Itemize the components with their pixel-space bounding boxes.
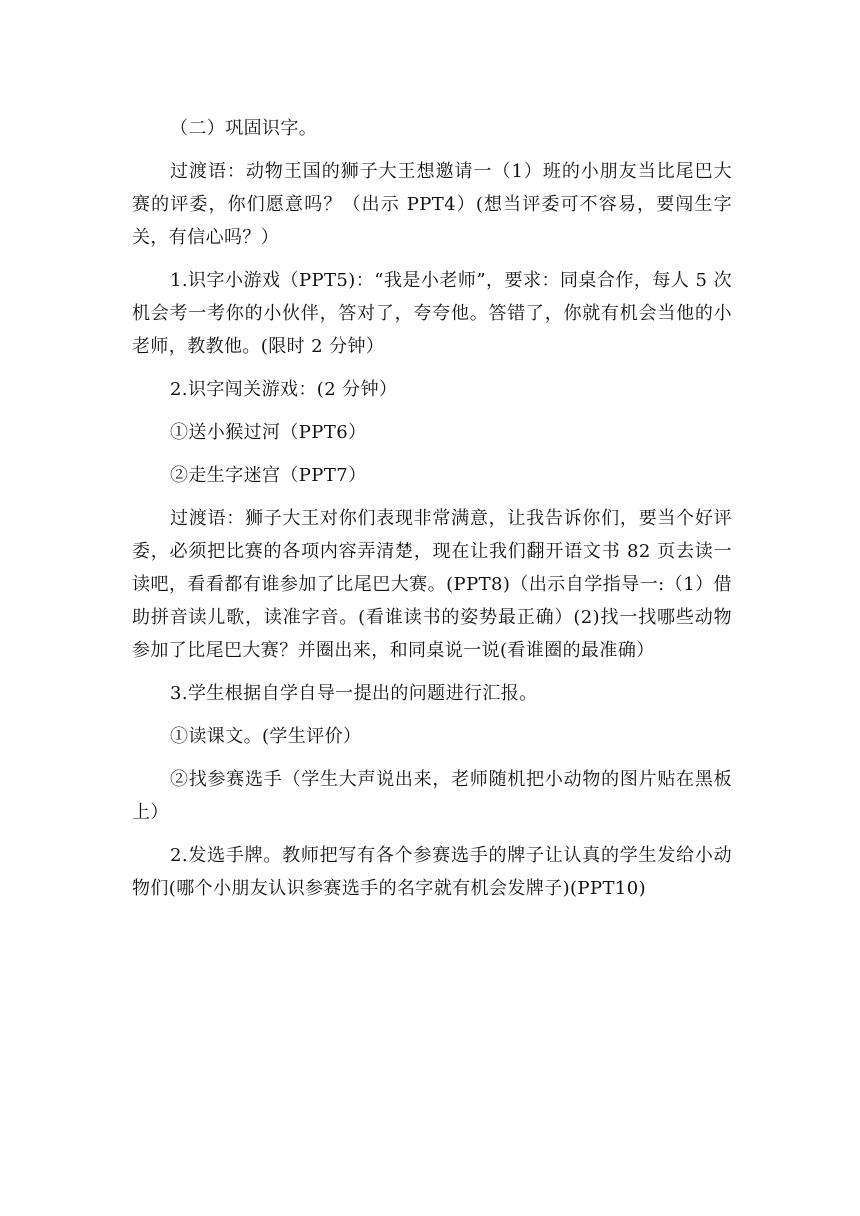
section-heading: （二）巩固识字。 — [170, 118, 318, 139]
paragraph-transition-2: 过渡语：狮子大王对你们表现非常满意，让我告诉你们，要当个好评委，必须把比赛的各项内容弄清楚，现在让我们翻开语文书 82 页去读一读吧，看看都有谁参加了比尾巴大赛。(PPT8)（出示自学指导一:（1）借助拼音读儿歌，读准字音。(看谁读书的姿势最正确）(2)找一找哪些动物参加了比尾巴大赛？并圈出来，和同桌说一说(看谁圈的最准确） — [132, 508, 732, 661]
paragraph-distribute-cards: 2.发选手牌。教师把写有各个参赛选手的牌子让认真的学生发给小动物们(哪个小朋友认识参赛选手的名字就有机会发牌子)(PPT10) — [132, 845, 732, 899]
paragraph-game-1: 1.识字小游戏（PPT5)：“我是小老师”，要求：同桌合作，每人 5 次机会考一考你的小伙伴，答对了，夸夸他。答错了，你就有机会当他的小老师，教教他。(限时 2 分钟） — [132, 270, 732, 357]
paragraph-find-contestants: ②找参赛选手（学生大声说出来，老师随机把小动物的图片贴在黑板上） — [132, 769, 732, 823]
paragraph-report: 3.学生根据自学自导一提出的问题进行汇报。 — [170, 683, 538, 704]
paragraph-transition-1: 过渡语：动物王国的狮子大王想邀请一（1）班的小朋友当比尾巴大赛的评委，你们愿意吗？（出示 PPT4）(想当评委可不容易，要闯生字关，有信心吗？） — [132, 161, 732, 248]
document-page — [132, 112, 732, 915]
paragraph-item-2: ②走生字迷宫（PPT7） — [170, 465, 367, 486]
paragraph-read-text: ①读课文。(学生评价） — [170, 726, 362, 747]
paragraph-item-1: ①送小猴过河（PPT6） — [170, 422, 367, 443]
paragraph-game-2: 2.识字闯关游戏：(2 分钟） — [170, 379, 398, 400]
